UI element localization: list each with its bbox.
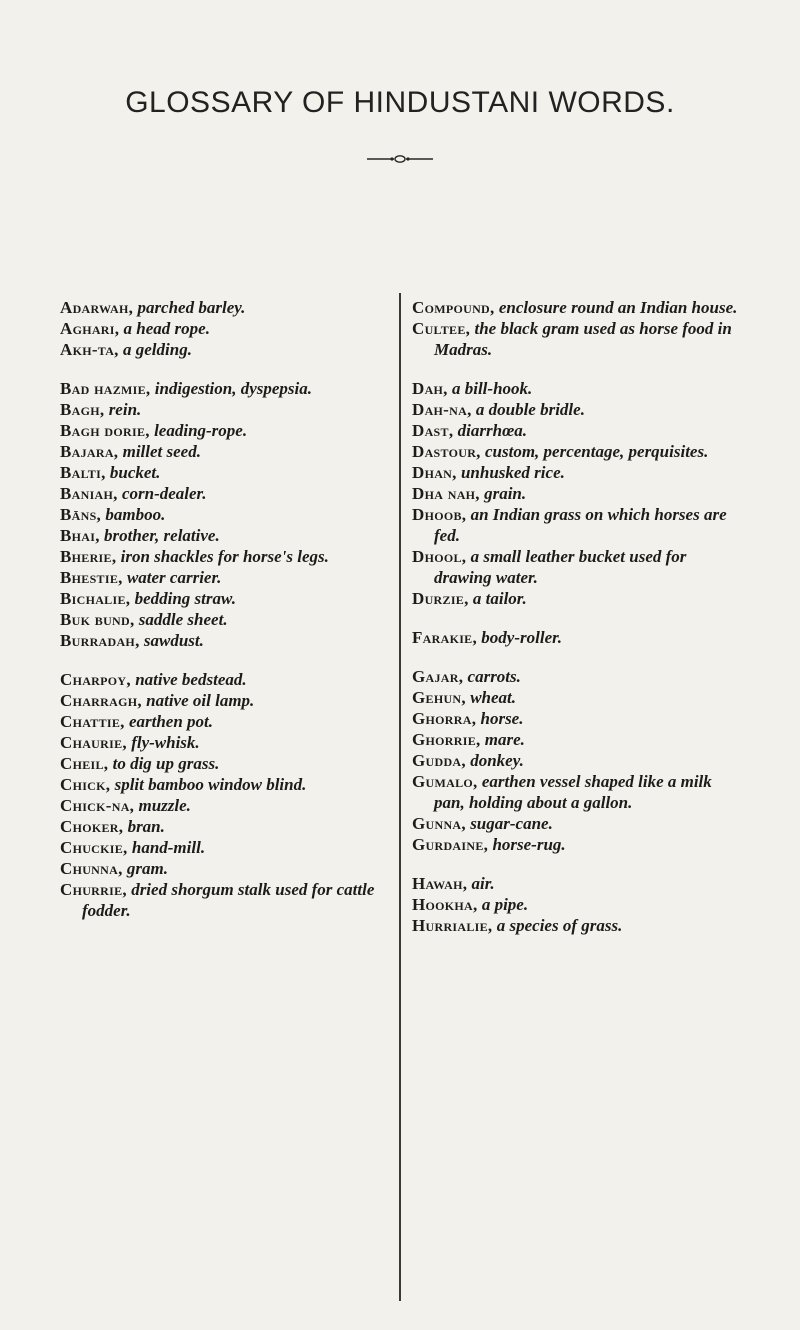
glossary-term: Dhool, (412, 547, 467, 566)
glossary-entry (412, 813, 742, 834)
glossary-entry (412, 318, 742, 360)
glossary-definition: earthen pot. (128, 712, 214, 731)
glossary-definition: sawdust. (143, 631, 204, 650)
glossary-term: Dhoob, (412, 505, 467, 524)
glossary-entry (412, 546, 742, 588)
glossary-definition: donkey. (470, 751, 524, 770)
glossary-definition: millet seed. (122, 442, 201, 461)
glossary-term: Bagh dorie, (60, 421, 150, 440)
glossary-term: Buk bund, (60, 610, 135, 629)
glossary-definition: bucket. (109, 463, 161, 482)
glossary-definition: water carrier. (126, 568, 222, 587)
glossary-definition: corn-dealer. (121, 484, 207, 503)
glossary-entry (412, 441, 742, 462)
glossary-term: Cultee, (412, 319, 471, 338)
glossary-term: Bad hazmie, (60, 379, 151, 398)
glossary-definition: horse-rug. (492, 835, 566, 854)
glossary-term: Bichalie, (60, 589, 131, 608)
glossary-entry (412, 894, 742, 915)
glossary-term: Chaurie, (60, 733, 127, 752)
glossary-entry (412, 504, 742, 546)
glossary-definition: muzzle. (138, 796, 191, 815)
glossary-entry (60, 795, 385, 816)
glossary-entry (60, 441, 385, 462)
glossary-term: Chick, (60, 775, 111, 794)
glossary-entry (60, 630, 385, 651)
glossary-term: Bagh, (60, 400, 105, 419)
glossary-definition: custom, percentage, perquisites. (484, 442, 709, 461)
glossary-definition: a pipe. (481, 895, 529, 914)
glossary-term: Gunna, (412, 814, 466, 833)
glossary-term: Dhan, (412, 463, 457, 482)
glossary-definition: native bedstead. (135, 670, 247, 689)
glossary-definition: saddle sheet. (138, 610, 228, 629)
glossary-term: Ghorra, (412, 709, 477, 728)
glossary-term: Burradah, (60, 631, 140, 650)
glossary-term: Dast, (412, 421, 454, 440)
glossary-term: Bhestie, (60, 568, 123, 587)
ornament-rule (367, 155, 433, 163)
glossary-entry (60, 774, 385, 795)
glossary-entry (60, 711, 385, 732)
glossary-definition: native oil lamp. (146, 691, 255, 710)
glossary-definition: a bill-hook. (451, 379, 533, 398)
glossary-entry (60, 816, 385, 837)
glossary-entry (60, 837, 385, 858)
glossary-definition: bran. (127, 817, 165, 836)
glossary-term: Dah-na, (412, 400, 472, 419)
glossary-definition: indigestion, dyspepsia. (154, 379, 312, 398)
glossary-entry (60, 483, 385, 504)
glossary-term: Bhai, (60, 526, 100, 545)
glossary-definition: fly-whisk. (131, 733, 200, 752)
glossary-definition: bamboo. (105, 505, 166, 524)
glossary-entry (60, 609, 385, 630)
glossary-definition: horse. (480, 709, 524, 728)
glossary-term: Hurrialie, (412, 916, 493, 935)
glossary-term: Hookha, (412, 895, 478, 914)
glossary-term: Farakie, (412, 628, 478, 647)
glossary-entry (60, 588, 385, 609)
glossary-entry (60, 732, 385, 753)
glossary-term: Dah, (412, 379, 448, 398)
glossary-entry (60, 504, 385, 525)
glossary-entry (60, 525, 385, 546)
glossary-definition: a tailor. (472, 589, 527, 608)
glossary-entry (412, 378, 742, 399)
glossary-entry (60, 879, 385, 921)
glossary-entry (412, 399, 742, 420)
glossary-definition: a double bridle. (475, 400, 585, 419)
glossary-definition: parched barley. (137, 298, 246, 317)
glossary-entry (412, 750, 742, 771)
glossary-term: Bherie, (60, 547, 117, 566)
glossary-definition: a species of grass. (496, 916, 623, 935)
glossary-definition: body-roller. (481, 628, 563, 647)
glossary-entry (412, 834, 742, 855)
glossary-entry (60, 546, 385, 567)
page-title: GLOSSARY OF HINDUSTANI WORDS. (125, 86, 675, 119)
glossary-term: Gumalo, (412, 772, 478, 791)
glossary-definition: diarrhœa. (457, 421, 528, 440)
glossary-entry (412, 666, 742, 687)
glossary-entry (412, 915, 742, 936)
glossary-entry (60, 753, 385, 774)
glossary-entry (60, 690, 385, 711)
glossary-entry (412, 420, 742, 441)
glossary-definition: to dig up grass. (112, 754, 220, 773)
glossary-term: Chattie, (60, 712, 125, 731)
glossary-term: Aghari, (60, 319, 120, 338)
glossary-definition: earthen vessel shaped like a milk pan, holding about a gallon. (434, 772, 712, 812)
glossary-entry (60, 399, 385, 420)
glossary-definition: gram. (126, 859, 168, 878)
glossary-term: Chunna, (60, 859, 123, 878)
glossary-term: Charragh, (60, 691, 142, 710)
glossary-term: Ghorrie, (412, 730, 481, 749)
glossary-term: Bajara, (60, 442, 119, 461)
glossary-definition: a head rope. (123, 319, 210, 338)
glossary-entry (60, 378, 385, 399)
glossary-term: Cheil, (60, 754, 109, 773)
glossary-term: Compound, (412, 298, 495, 317)
glossary-definition: a gelding. (123, 340, 192, 359)
glossary-entry (60, 318, 385, 339)
glossary-term: Churrie, (60, 880, 127, 899)
glossary-definition: carrots. (467, 667, 521, 686)
glossary-entry (60, 669, 385, 690)
glossary-entry (412, 708, 742, 729)
glossary-term: Balti, (60, 463, 106, 482)
glossary-term: Bāns, (60, 505, 102, 524)
glossary-term: Gurdaine, (412, 835, 489, 854)
glossary-definition: air. (471, 874, 495, 893)
column-divider (399, 293, 401, 1301)
glossary-definition: unhusked rice. (460, 463, 565, 482)
glossary-entry (60, 858, 385, 879)
glossary-definition: split bamboo window blind. (114, 775, 307, 794)
glossary-term: Baniah, (60, 484, 118, 503)
glossary-entry (412, 687, 742, 708)
glossary-definition: iron shackles for horse's legs. (120, 547, 329, 566)
glossary-column-right (412, 297, 742, 936)
glossary-term: Gajar, (412, 667, 464, 686)
glossary-column-left (60, 297, 385, 921)
glossary-definition: sugar-cane. (470, 814, 553, 833)
glossary-entry (60, 297, 385, 318)
glossary-definition: brother, relative. (104, 526, 220, 545)
glossary-definition: grain. (484, 484, 527, 503)
glossary-entry (412, 729, 742, 750)
glossary-term: Durzie, (412, 589, 469, 608)
glossary-definition: an Indian grass on which horses are fed. (434, 505, 727, 545)
glossary-definition: rein. (108, 400, 142, 419)
glossary-entry (412, 297, 742, 318)
glossary-definition: wheat. (470, 688, 517, 707)
glossary-definition: bedding straw. (134, 589, 236, 608)
glossary-term: Chick-na, (60, 796, 135, 815)
glossary-entry (60, 567, 385, 588)
glossary-term: Adarwah, (60, 298, 134, 317)
glossary-entry (412, 627, 742, 648)
glossary-definition: enclosure round an Indian house. (498, 298, 738, 317)
glossary-entry (60, 420, 385, 441)
glossary-term: Dha nah, (412, 484, 480, 503)
glossary-entry (412, 771, 742, 813)
glossary-term: Choker, (60, 817, 124, 836)
glossary-entry (412, 873, 742, 894)
glossary-entry (412, 462, 742, 483)
glossary-term: Dastour, (412, 442, 481, 461)
glossary-term: Hawah, (412, 874, 468, 893)
glossary-term: Gehun, (412, 688, 466, 707)
glossary-definition: the black gram used as horse food in Madras. (434, 319, 732, 359)
glossary-definition: leading-rope. (154, 421, 248, 440)
glossary-definition: a small leather bucket used for drawing water. (434, 547, 687, 587)
glossary-entry (60, 339, 385, 360)
glossary-term: Chuckie, (60, 838, 128, 857)
glossary-entry (60, 462, 385, 483)
glossary-definition: hand-mill. (131, 838, 206, 857)
glossary-definition: mare. (484, 730, 525, 749)
glossary-entry (412, 483, 742, 504)
glossary-term: Gudda, (412, 751, 466, 770)
glossary-definition: dried shorgum stalk used for cattle fodder. (82, 880, 375, 920)
glossary-term: Charpoy, (60, 670, 131, 689)
glossary-entry (412, 588, 742, 609)
glossary-term: Akh-ta, (60, 340, 119, 359)
